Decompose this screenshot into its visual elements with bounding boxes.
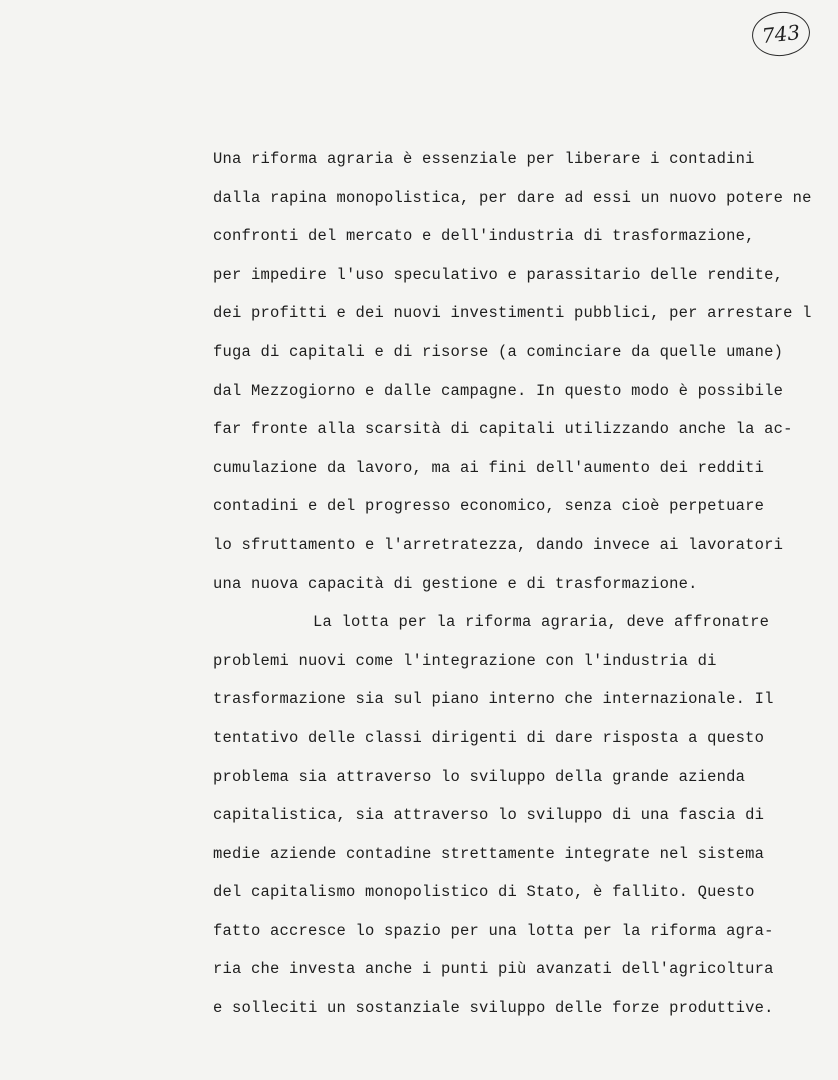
text-line: problemi nuovi come l'integrazione con l'industria di [213, 651, 717, 670]
paragraph-2 [213, 603, 838, 1028]
text-line: fatto accresce lo spazio per una lotta per la riforma agra- [213, 921, 774, 940]
text-line: e solleciti un sostanziale sviluppo delle forze produttive. [213, 999, 774, 1018]
text-line: far fronte alla scarsità di capitali utilizzando anche la ac- [213, 420, 793, 439]
text-line: medie aziende contadine strettamente integrate nel sistema [213, 844, 765, 863]
text-line: La lotta per la riforma agraria, deve affronatre [313, 613, 770, 632]
text-line: ria che investa anche i punti più avanzati dell'agricoltura [213, 960, 774, 979]
text-line: fuga di capitali e di risorse (a cominciare da quelle umane) [213, 342, 784, 361]
text-line: una nuova capacità di gestione e di trasformazione. [213, 574, 698, 593]
text-line: cumulazione da lavoro, ma ai fini dell'aumento dei redditi [213, 458, 765, 477]
text-line: dal Mezzogiorno e dalle campagne. In questo modo è possibile [213, 381, 784, 400]
page-number: 743 [750, 9, 812, 59]
paragraph-1 [213, 140, 838, 603]
text-line: tentativo delle classi dirigenti di dare risposta a questo [213, 728, 765, 747]
text-line: dalla rapina monopolistica, per dare ad essi un nuovo potere ne [213, 188, 812, 207]
text-line: del capitalismo monopolistico di Stato, è fallito. Questo [213, 883, 755, 902]
text-line: capitalistica, sia attraverso lo sviluppo di una fascia di [213, 806, 765, 825]
text-line: lo sfruttamento e l'arretratezza, dando invece ai lavoratori [213, 535, 784, 554]
text-line: trasformazione sia sul piano interno che internazionale. Il [213, 690, 774, 709]
text-line: confronti del mercato e dell'industria di trasformazione, [213, 227, 755, 246]
text-line: per impedire l'uso speculativo e parassitario delle rendite, [213, 265, 784, 284]
text-line: dei profitti e dei nuovi investimenti pubblici, per arrestare l [213, 304, 812, 323]
text-line: problema sia attraverso lo sviluppo della grande azienda [213, 767, 746, 786]
document-body [213, 140, 838, 1028]
text-line: contadini e del progresso economico, senza cioè perpetuare [213, 497, 765, 516]
text-line: Una riforma agraria è essenziale per liberare i contadini [213, 150, 755, 168]
